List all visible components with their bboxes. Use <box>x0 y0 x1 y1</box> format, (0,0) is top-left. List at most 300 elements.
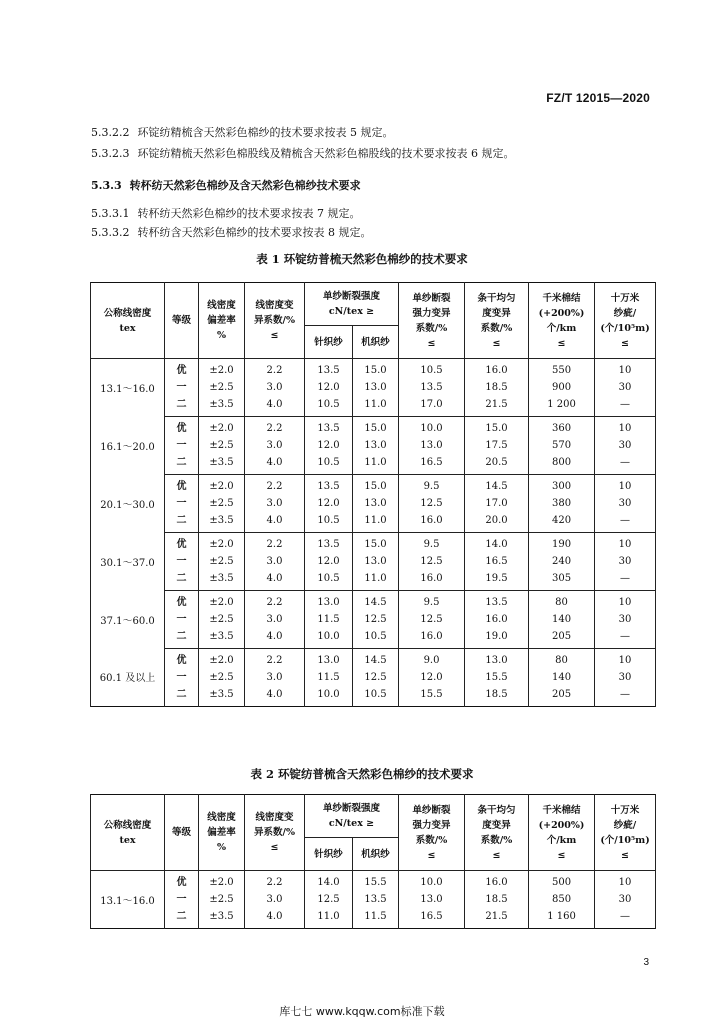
header-line: 单纱断裂强度 <box>323 803 381 814</box>
header-line: 系数/% <box>415 322 448 334</box>
cell-tenacity-knitting: 13.5 <box>305 359 353 380</box>
cell-tenacity-weaving: 13.0 <box>353 495 399 512</box>
cell-grade: 一 <box>165 437 199 454</box>
table-row <box>91 908 656 929</box>
cell-tenacity-knitting: 10.0 <box>305 628 353 649</box>
header-line: 条干均匀 <box>477 292 516 304</box>
cell-density-deviation: ±3.5 <box>199 454 245 475</box>
cell-density-cv: 4.0 <box>245 908 305 929</box>
cell-grade: 一 <box>165 379 199 396</box>
cell-evenness-cv: 17.5 <box>465 437 529 454</box>
cell-grade: 一 <box>165 495 199 512</box>
cell-evenness-cv: 16.0 <box>465 871 529 892</box>
clause-5-3-3-heading: 5.3.3 转杯纺天然彩色棉纱及含天然彩色棉纱技术要求 <box>91 179 361 192</box>
cell-grade: 一 <box>165 553 199 570</box>
cell-nominal-density: 13.1～16.0 <box>91 871 165 929</box>
header-line: 偏差率 <box>207 315 236 326</box>
cell-yarn-faults: 10 <box>595 871 656 892</box>
cell-grade: 二 <box>165 686 199 707</box>
cell-tenacity-knitting: 13.5 <box>305 533 353 554</box>
cell-density-deviation: ±2.0 <box>199 475 245 496</box>
header-line: 十万米 <box>610 292 640 304</box>
cell-tenacity-weaving: 11.0 <box>353 512 399 533</box>
header-density-cv <box>245 795 305 871</box>
cell-yarn-faults: 10 <box>595 359 656 380</box>
cell-tenacity-knitting: 12.0 <box>305 495 353 512</box>
cell-nominal-density: 30.1～37.0 <box>91 533 165 591</box>
header-line: ≤ <box>427 849 436 861</box>
table-row <box>91 611 656 628</box>
cell-neps: 570 <box>529 437 595 454</box>
header-breaking-tenacity <box>305 283 399 326</box>
cell-neps: 550 <box>529 359 595 380</box>
cell-evenness-cv: 14.5 <box>465 475 529 496</box>
cell-density-deviation: ±2.5 <box>199 891 245 908</box>
cell-yarn-faults: 30 <box>595 437 656 454</box>
table-row <box>91 396 656 417</box>
header-density-cv <box>245 283 305 359</box>
header-line: ≤ <box>492 337 501 349</box>
cell-tenacity-knitting: 13.0 <box>305 649 353 670</box>
cell-tenacity-weaving: 15.0 <box>353 533 399 554</box>
cell-nominal-density: 16.1～20.0 <box>91 417 165 475</box>
header-yarn-faults <box>595 795 656 871</box>
table-row <box>91 512 656 533</box>
table-row <box>91 437 656 454</box>
header-line: 单纱断裂强度 <box>323 291 381 302</box>
cell-strength-cv: 9.5 <box>399 533 465 554</box>
cell-grade: 优 <box>165 359 199 380</box>
header-evenness-cv <box>465 283 529 359</box>
header-line: tex <box>119 834 136 846</box>
header-line: 公称线密度 <box>103 819 152 831</box>
cell-grade: 优 <box>165 475 199 496</box>
header-line: 千米棉结 <box>542 804 581 816</box>
cell-nominal-density: 60.1 及以上 <box>91 649 165 707</box>
header-line: ≤ <box>492 849 501 861</box>
cell-grade: 一 <box>165 891 199 908</box>
clause-5-3-3-1: 5.3.3.1 转杯纺天然彩色棉纱的技术要求按表 7 规定。 <box>91 207 361 220</box>
cell-density-deviation: ±3.5 <box>199 396 245 417</box>
header-line: 个/km <box>546 322 577 334</box>
header-grade: 等级 <box>165 283 199 359</box>
cell-neps: 205 <box>529 686 595 707</box>
cell-density-deviation: ±2.0 <box>199 649 245 670</box>
table-row <box>91 359 656 380</box>
cell-strength-cv: 9.0 <box>399 649 465 670</box>
header-line: 强力变异 <box>412 819 451 831</box>
header-breaking-tenacity <box>305 795 399 838</box>
cell-strength-cv: 16.0 <box>399 628 465 649</box>
header-line: 线密度 <box>207 812 236 823</box>
header-line: ≤ <box>557 337 566 349</box>
header-line: 纱疵/ <box>613 819 637 831</box>
cell-tenacity-weaving: 13.0 <box>353 437 399 454</box>
cell-tenacity-weaving: 11.0 <box>353 570 399 591</box>
header-line: 十万米 <box>610 804 640 816</box>
cell-yarn-faults: — <box>595 686 656 707</box>
header-yarn-faults <box>595 283 656 359</box>
page-number: 3 <box>643 957 649 968</box>
cell-neps: 140 <box>529 611 595 628</box>
cell-tenacity-weaving: 15.5 <box>353 871 399 892</box>
cell-strength-cv: 12.5 <box>399 553 465 570</box>
header-line: tex <box>119 322 136 334</box>
header-strength-cv <box>399 795 465 871</box>
cell-nominal-density: 20.1～30.0 <box>91 475 165 533</box>
cell-density-cv: 3.0 <box>245 669 305 686</box>
cell-grade: 二 <box>165 396 199 417</box>
cell-density-deviation: ±2.0 <box>199 359 245 380</box>
cell-neps: 360 <box>529 417 595 438</box>
header-neps <box>529 795 595 871</box>
header-line: (+200%) <box>538 819 585 831</box>
cell-grade: 二 <box>165 570 199 591</box>
header-line: 度变异 <box>482 819 511 831</box>
cell-strength-cv: 16.5 <box>399 908 465 929</box>
cell-yarn-faults: 30 <box>595 495 656 512</box>
header-strength-cv <box>399 283 465 359</box>
cell-density-cv: 2.2 <box>245 475 305 496</box>
cell-strength-cv: 12.0 <box>399 669 465 686</box>
cell-tenacity-knitting: 13.0 <box>305 591 353 612</box>
cell-neps: 900 <box>529 379 595 396</box>
header-neps <box>529 283 595 359</box>
header-line: 度变异 <box>482 307 511 319</box>
header-line: ≤ <box>557 849 566 861</box>
cell-evenness-cv: 19.0 <box>465 628 529 649</box>
table1-caption: 表 1 环锭纺普梳天然彩色棉纱的技术要求 <box>256 252 468 266</box>
cell-density-cv: 3.0 <box>245 495 305 512</box>
cell-neps: 300 <box>529 475 595 496</box>
header-line: 偏差率 <box>207 827 236 838</box>
cell-yarn-faults: 10 <box>595 533 656 554</box>
header-line: 纱疵/ <box>613 307 637 319</box>
cell-yarn-faults: 30 <box>595 553 656 570</box>
header-line: (个/10⁵m) <box>600 834 650 846</box>
table1 <box>90 282 656 707</box>
cell-tenacity-weaving: 13.5 <box>353 891 399 908</box>
cell-density-cv: 4.0 <box>245 686 305 707</box>
cell-grade: 一 <box>165 611 199 628</box>
cell-strength-cv: 13.5 <box>399 379 465 396</box>
cell-density-deviation: ±2.0 <box>199 871 245 892</box>
cell-strength-cv: 15.5 <box>399 686 465 707</box>
table-row <box>91 475 656 496</box>
cell-density-deviation: ±2.5 <box>199 669 245 686</box>
cell-evenness-cv: 18.5 <box>465 379 529 396</box>
cell-tenacity-weaving: 12.5 <box>353 611 399 628</box>
cell-tenacity-weaving: 14.5 <box>353 649 399 670</box>
cell-yarn-faults: 30 <box>595 611 656 628</box>
header-grade: 等级 <box>165 795 199 871</box>
header-line: 强力变异 <box>412 307 451 319</box>
cell-yarn-faults: — <box>595 628 656 649</box>
table-row <box>91 417 656 438</box>
cell-tenacity-knitting: 11.0 <box>305 908 353 929</box>
cell-neps: 850 <box>529 891 595 908</box>
cell-strength-cv: 12.5 <box>399 495 465 512</box>
cell-density-deviation: ±2.5 <box>199 611 245 628</box>
header-line: cN/tex ≥ <box>328 818 375 829</box>
cell-neps: 205 <box>529 628 595 649</box>
cell-yarn-faults: 10 <box>595 591 656 612</box>
header-line: 公称线密度 <box>103 307 152 319</box>
table-row <box>91 495 656 512</box>
table-row <box>91 686 656 707</box>
cell-strength-cv: 16.0 <box>399 570 465 591</box>
cell-evenness-cv: 14.0 <box>465 533 529 554</box>
cell-tenacity-knitting: 11.5 <box>305 669 353 686</box>
header-line: 线密度 <box>207 300 236 311</box>
header-nominal-density <box>91 795 165 871</box>
header-line: 系数/% <box>480 834 513 846</box>
cell-evenness-cv: 13.0 <box>465 649 529 670</box>
cell-yarn-faults: — <box>595 454 656 475</box>
header-evenness-cv <box>465 795 529 871</box>
cell-nominal-density: 37.1～60.0 <box>91 591 165 649</box>
cell-tenacity-knitting: 10.5 <box>305 396 353 417</box>
header-density-deviation <box>199 795 245 871</box>
header-line: (个/10⁵m) <box>600 322 650 334</box>
cell-tenacity-weaving: 14.5 <box>353 591 399 612</box>
cell-density-deviation: ±2.5 <box>199 495 245 512</box>
cell-neps: 80 <box>529 649 595 670</box>
cell-density-deviation: ±2.5 <box>199 437 245 454</box>
cell-density-cv: 2.2 <box>245 591 305 612</box>
clause-5-3-3-2: 5.3.3.2 转杯纺含天然彩色棉纱的技术要求按表 8 规定。 <box>91 226 372 239</box>
header-line: 异系数/% <box>254 827 295 838</box>
cell-density-deviation: ±3.5 <box>199 686 245 707</box>
footer-watermark: 库七七 www.kqqw.com标准下载 <box>279 1005 445 1018</box>
cell-strength-cv: 16.0 <box>399 512 465 533</box>
cell-tenacity-knitting: 10.5 <box>305 512 353 533</box>
cell-density-deviation: ±2.0 <box>199 533 245 554</box>
cell-strength-cv: 10.0 <box>399 871 465 892</box>
header-line: 线密度变 <box>255 300 294 311</box>
cell-density-cv: 3.0 <box>245 611 305 628</box>
cell-evenness-cv: 16.5 <box>465 553 529 570</box>
header-line: 千米棉结 <box>542 292 581 304</box>
table-row <box>91 669 656 686</box>
standard-code: FZ/T 12015—2020 <box>546 91 650 105</box>
cell-density-deviation: ±2.5 <box>199 553 245 570</box>
cell-tenacity-knitting: 10.5 <box>305 454 353 475</box>
cell-yarn-faults: 10 <box>595 417 656 438</box>
cell-tenacity-weaving: 12.5 <box>353 669 399 686</box>
cell-density-deviation: ±2.5 <box>199 379 245 396</box>
cell-grade: 二 <box>165 628 199 649</box>
cell-neps: 420 <box>529 512 595 533</box>
cell-density-cv: 3.0 <box>245 437 305 454</box>
cell-density-cv: 3.0 <box>245 379 305 396</box>
clause-5-3-2-2: 5.3.2.2 环锭纺精梳含天然彩色棉纱的技术要求按表 5 规定。 <box>91 126 394 139</box>
cell-evenness-cv: 18.5 <box>465 686 529 707</box>
cell-density-cv: 4.0 <box>245 454 305 475</box>
cell-evenness-cv: 13.5 <box>465 591 529 612</box>
cell-evenness-cv: 15.5 <box>465 669 529 686</box>
header-line: ≤ <box>270 842 279 853</box>
cell-yarn-faults: — <box>595 908 656 929</box>
header-line: 线密度变 <box>255 812 294 823</box>
header-density-deviation <box>199 283 245 359</box>
cell-yarn-faults: 30 <box>595 891 656 908</box>
cell-neps: 1 160 <box>529 908 595 929</box>
header-line: % <box>216 842 227 853</box>
cell-evenness-cv: 16.0 <box>465 359 529 380</box>
cell-nominal-density: 13.1～16.0 <box>91 359 165 417</box>
header-line: 单纱断裂 <box>412 292 451 304</box>
cell-density-cv: 3.0 <box>245 891 305 908</box>
clause-5-3-2-3: 5.3.2.3 环锭纺精梳天然彩色棉股线及精梳含天然彩色棉股线的技术要求按表 6 规定。 <box>91 147 515 160</box>
cell-strength-cv: 9.5 <box>399 591 465 612</box>
cell-neps: 140 <box>529 669 595 686</box>
header-weaving-yarn: 机织纱 <box>353 326 399 359</box>
cell-tenacity-weaving: 10.5 <box>353 686 399 707</box>
cell-strength-cv: 9.5 <box>399 475 465 496</box>
table-row <box>91 533 656 554</box>
cell-yarn-faults: — <box>595 396 656 417</box>
cell-density-cv: 4.0 <box>245 512 305 533</box>
cell-tenacity-weaving: 11.5 <box>353 908 399 929</box>
cell-neps: 800 <box>529 454 595 475</box>
cell-strength-cv: 10.0 <box>399 417 465 438</box>
cell-density-cv: 3.0 <box>245 553 305 570</box>
cell-tenacity-weaving: 13.0 <box>353 379 399 396</box>
cell-strength-cv: 16.5 <box>399 454 465 475</box>
header-weaving-yarn: 机织纱 <box>353 838 399 871</box>
table-row <box>91 553 656 570</box>
cell-tenacity-knitting: 13.5 <box>305 475 353 496</box>
cell-tenacity-knitting: 10.5 <box>305 570 353 591</box>
cell-grade: 一 <box>165 669 199 686</box>
header-line: cN/tex ≥ <box>328 306 375 317</box>
cell-grade: 优 <box>165 591 199 612</box>
cell-yarn-faults: — <box>595 570 656 591</box>
cell-tenacity-weaving: 11.0 <box>353 454 399 475</box>
cell-tenacity-knitting: 14.0 <box>305 871 353 892</box>
cell-evenness-cv: 21.5 <box>465 908 529 929</box>
cell-density-cv: 4.0 <box>245 570 305 591</box>
cell-tenacity-weaving: 15.0 <box>353 417 399 438</box>
cell-evenness-cv: 20.0 <box>465 512 529 533</box>
table-row <box>91 628 656 649</box>
cell-grade: 优 <box>165 533 199 554</box>
cell-tenacity-knitting: 10.0 <box>305 686 353 707</box>
cell-tenacity-weaving: 13.0 <box>353 553 399 570</box>
cell-density-deviation: ±3.5 <box>199 908 245 929</box>
cell-strength-cv: 17.0 <box>399 396 465 417</box>
cell-density-cv: 4.0 <box>245 396 305 417</box>
cell-grade: 优 <box>165 871 199 892</box>
cell-evenness-cv: 21.5 <box>465 396 529 417</box>
cell-tenacity-knitting: 12.0 <box>305 553 353 570</box>
cell-evenness-cv: 20.5 <box>465 454 529 475</box>
header-line: ≤ <box>621 337 629 349</box>
cell-tenacity-knitting: 12.0 <box>305 379 353 396</box>
table-row <box>91 591 656 612</box>
cell-yarn-faults: — <box>595 512 656 533</box>
cell-grade: 二 <box>165 512 199 533</box>
cell-evenness-cv: 15.0 <box>465 417 529 438</box>
table2 <box>90 794 656 929</box>
cell-density-cv: 2.2 <box>245 533 305 554</box>
cell-density-cv: 2.2 <box>245 359 305 380</box>
cell-neps: 500 <box>529 871 595 892</box>
header-line: ≤ <box>621 849 629 861</box>
cell-neps: 190 <box>529 533 595 554</box>
header-line: 个/km <box>546 834 577 846</box>
cell-neps: 1 200 <box>529 396 595 417</box>
cell-density-cv: 2.2 <box>245 417 305 438</box>
table-row <box>91 379 656 396</box>
cell-neps: 305 <box>529 570 595 591</box>
cell-grade: 二 <box>165 454 199 475</box>
header-knitting-yarn: 针织纱 <box>305 838 353 871</box>
cell-tenacity-knitting: 13.5 <box>305 417 353 438</box>
header-line: 条干均匀 <box>477 804 516 816</box>
cell-tenacity-knitting: 12.5 <box>305 891 353 908</box>
header-line: (+200%) <box>538 307 585 319</box>
header-knitting-yarn: 针织纱 <box>305 326 353 359</box>
cell-grade: 优 <box>165 417 199 438</box>
header-line: ≤ <box>270 330 279 341</box>
cell-strength-cv: 12.5 <box>399 611 465 628</box>
cell-density-deviation: ±3.5 <box>199 570 245 591</box>
header-line: 单纱断裂 <box>412 804 451 816</box>
cell-tenacity-weaving: 15.0 <box>353 359 399 380</box>
table-row <box>91 454 656 475</box>
cell-density-cv: 4.0 <box>245 628 305 649</box>
cell-density-deviation: ±3.5 <box>199 628 245 649</box>
header-line: 系数/% <box>415 834 448 846</box>
table-row <box>91 891 656 908</box>
header-line: % <box>216 330 227 341</box>
header-line: 系数/% <box>480 322 513 334</box>
cell-tenacity-weaving: 10.5 <box>353 628 399 649</box>
cell-density-cv: 2.2 <box>245 871 305 892</box>
table-row <box>91 649 656 670</box>
cell-grade: 优 <box>165 649 199 670</box>
table-row <box>91 871 656 892</box>
cell-strength-cv: 13.0 <box>399 437 465 454</box>
cell-density-deviation: ±2.0 <box>199 591 245 612</box>
cell-yarn-faults: 10 <box>595 649 656 670</box>
cell-tenacity-knitting: 11.5 <box>305 611 353 628</box>
cell-density-cv: 2.2 <box>245 649 305 670</box>
cell-strength-cv: 10.5 <box>399 359 465 380</box>
cell-evenness-cv: 16.0 <box>465 611 529 628</box>
table2-caption: 表 2 环锭纺普梳含天然彩色棉纱的技术要求 <box>250 767 474 781</box>
header-line: ≤ <box>427 337 436 349</box>
cell-yarn-faults: 30 <box>595 669 656 686</box>
cell-yarn-faults: 10 <box>595 475 656 496</box>
cell-evenness-cv: 17.0 <box>465 495 529 512</box>
cell-neps: 380 <box>529 495 595 512</box>
cell-tenacity-weaving: 11.0 <box>353 396 399 417</box>
header-line: 异系数/% <box>254 315 295 326</box>
cell-tenacity-weaving: 15.0 <box>353 475 399 496</box>
cell-evenness-cv: 19.5 <box>465 570 529 591</box>
cell-yarn-faults: 30 <box>595 379 656 396</box>
header-nominal-density <box>91 283 165 359</box>
cell-tenacity-knitting: 12.0 <box>305 437 353 454</box>
cell-evenness-cv: 18.5 <box>465 891 529 908</box>
cell-neps: 240 <box>529 553 595 570</box>
cell-grade: 二 <box>165 908 199 929</box>
cell-neps: 80 <box>529 591 595 612</box>
cell-density-deviation: ±2.0 <box>199 417 245 438</box>
